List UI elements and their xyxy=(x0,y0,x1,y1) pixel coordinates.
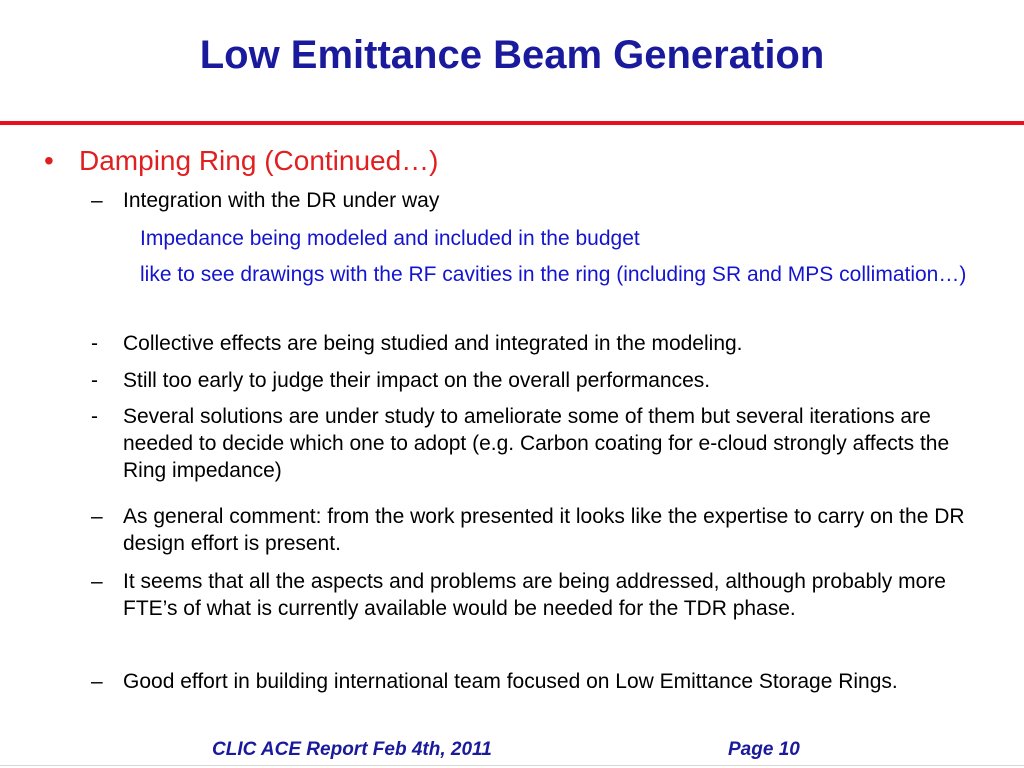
item-text: As general comment: from the work presented it looks like the expertise to carry on the DR design effort is present. xyxy=(123,505,965,555)
item-text: Collective effects are being studied and integrated in the modeling. xyxy=(123,332,743,355)
title-divider xyxy=(0,121,1024,125)
list-item xyxy=(91,503,981,557)
item-text: Several solutions are under study to ameliorate some of them but several iterations are needed to decide which one to adopt (e.g. Carbon coating for e-cloud strongly affects the Ring impedance) xyxy=(123,405,950,482)
dash-marker: – xyxy=(91,189,103,212)
list-item xyxy=(91,187,981,214)
list-item xyxy=(91,568,981,622)
dash-marker: – xyxy=(91,670,103,693)
hyphen-marker: - xyxy=(91,369,98,392)
hyphen-marker: - xyxy=(91,405,98,428)
sub-item: Impedance being modeled and included in the budget xyxy=(140,227,640,250)
dash-marker: – xyxy=(91,505,103,528)
heading-bullet-item xyxy=(44,143,439,179)
list-item xyxy=(91,367,981,394)
list-item xyxy=(91,330,981,357)
sub-item: like to see drawings with the RF cavities in the ring (including SR and MPS collimation…) xyxy=(140,263,967,286)
list-item xyxy=(91,668,981,695)
slide-title: Low Emittance Beam Generation xyxy=(199,33,825,77)
list-item xyxy=(91,403,981,484)
footer-divider xyxy=(0,765,1024,766)
item-text: It seems that all the aspects and problems are being addressed, although probably more FTE’s of what is currently available would be needed for the TDR phase. xyxy=(123,570,946,620)
item-text: Integration with the DR under way xyxy=(123,189,440,212)
item-text: Still too early to judge their impact on the overall performances. xyxy=(123,369,711,392)
footer-report-label: CLIC ACE Report Feb 4th, 2011 xyxy=(212,739,492,760)
heading-text: Damping Ring (Continued…) xyxy=(79,145,439,176)
footer-page-number: Page 10 xyxy=(728,739,800,760)
item-text: Good effort in building international team focused on Low Emittance Storage Rings. xyxy=(123,670,898,693)
hyphen-marker: - xyxy=(91,332,98,355)
dash-marker: – xyxy=(91,570,103,593)
bullet-icon: • xyxy=(44,145,54,176)
